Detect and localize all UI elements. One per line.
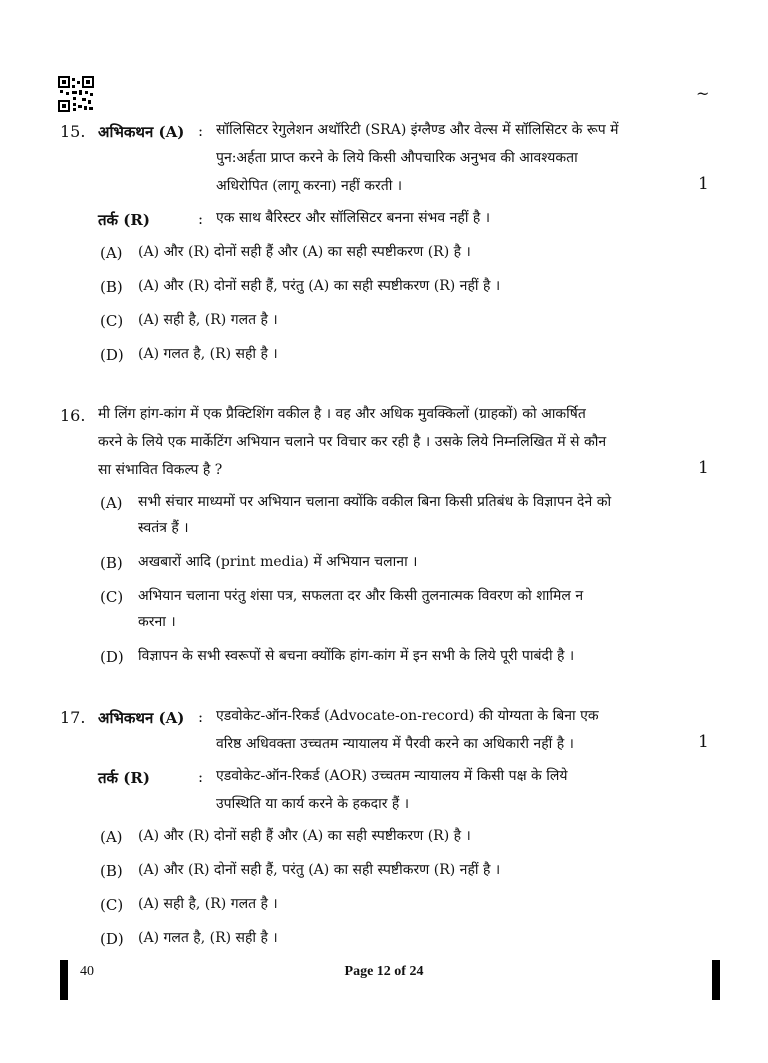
q17-assertion-line-1: एडवोकेट-ऑन-रिकर्ड (Advocate-on-record) की योग्यता के बिना एक: [216, 708, 599, 724]
q17-option-d-text: (A) गलत है, (R) सही है ।: [138, 930, 278, 946]
q17-reason-colon: :: [198, 768, 204, 786]
header-tilde: ~: [696, 84, 710, 103]
q15-option-d-letter: (D): [100, 346, 124, 364]
q17-option-a-text: (A) और (R) दोनों सही हैं और (A) का सही स्पष्टीकरण (R) है ।: [138, 828, 471, 844]
question-paper-code: 40: [80, 964, 94, 979]
q17-option-c-letter: (C): [100, 896, 124, 914]
q17-option-b-letter: (B): [100, 862, 123, 880]
q16-option-a-line-1: सभी संचार माध्यमों पर अभियान चलाना क्योंकि वकील बिना किसी प्रतिबंध के विज्ञापन देने को: [138, 494, 612, 510]
right-margin-bar: [712, 960, 720, 1000]
q15-marks: 1: [698, 174, 709, 194]
q16-option-c-line-1: अभियान चलाना परंतु शंसा पत्र, सफलता दर और किसी तुलनात्मक विवरण को शामिल न: [138, 588, 584, 604]
q16-option-a-line-2: स्वतंत्र हैं ।: [138, 520, 189, 536]
q17-option-a-letter: (A): [100, 828, 123, 846]
q17-assertion-label: अभिकथन (A): [98, 709, 185, 727]
page-number: Page 12 of 24: [344, 964, 424, 979]
q15-option-c-text: (A) सही है, (R) गलत है ।: [138, 312, 278, 328]
q15-option-b-text: (A) और (R) दोनों सही हैं, परंतु (A) का सही स्पष्टीकरण (R) नहीं है ।: [138, 278, 501, 294]
q17-reason-line-2: उपस्थिति या कार्य करने के हकदार हैं ।: [216, 796, 410, 812]
q15-option-a-letter: (A): [100, 244, 123, 262]
q17-option-d-letter: (D): [100, 930, 124, 948]
q15-option-b-letter: (B): [100, 278, 123, 296]
q16-option-d-text: विज्ञापन के सभी स्वरूपों से बचना क्योंकि हांग-कांग में इन सभी के लिये पूरी पाबंदी है ।: [138, 648, 575, 664]
q16-marks: 1: [698, 458, 709, 478]
question-16-number: 16.: [60, 406, 86, 425]
q16-stem-line-2: करने के लिये एक मार्केटिंग अभियान चलाने पर विचार कर रही है । उसके लिये निम्नलिखित में से कौन: [98, 434, 607, 450]
q15-reason-line-1: एक साथ बैरिस्टर और सॉलिसिटर बनना संभव नहीं है ।: [216, 210, 491, 226]
q15-assertion-line-1: सॉलिसिटर रेगुलेशन अथॉरिटी (SRA) इंग्लैण्ड और वेल्स में सॉलिसिटर के रूप में: [216, 122, 619, 138]
q17-assertion-line-2: वरिष्ठ अधिवक्ता उच्चतम न्यायालय में पैरवी करने का अधिकारी नहीं है ।: [216, 736, 574, 752]
q15-option-c-letter: (C): [100, 312, 124, 330]
q15-option-a-text: (A) और (R) दोनों सही हैं और (A) का सही स्पष्टीकरण (R) है ।: [138, 244, 471, 260]
q17-option-c-text: (A) सही है, (R) गलत है ।: [138, 896, 278, 912]
q16-stem-line-1: मी लिंग हांग-कांग में एक प्रैक्टिशिंग वकील है । वह और अधिक मुवक्किलों (ग्राहकों) को आकर्षित: [98, 406, 586, 422]
q15-assertion-line-2: पुन:अर्हता प्राप्त करने के लिये किसी औपचारिक अनुभव की आवश्यकता: [216, 150, 578, 166]
q15-assertion-label: अभिकथन (A): [98, 123, 185, 141]
q16-option-c-line-2: करना ।: [138, 614, 176, 630]
q17-reason-line-1: एडवोकेट-ऑन-रिकर्ड (AOR) उच्चतम न्यायालय में किसी पक्ष के लिये: [216, 768, 568, 784]
question-15-number: 15.: [60, 122, 86, 141]
q15-reason-colon: :: [198, 210, 204, 228]
q15-assertion-line-3: अधिरोपित (लागू करना) नहीं करती ।: [216, 178, 403, 194]
qr-code-icon: [58, 76, 94, 112]
q16-option-a-letter: (A): [100, 494, 123, 512]
q15-assertion-colon: :: [198, 122, 204, 140]
q16-option-b-text: अखबारों आदि (print media) में अभियान चलाना ।: [138, 554, 418, 570]
q15-option-d-text: (A) गलत है, (R) सही है ।: [138, 346, 278, 362]
q16-stem-line-3: सा संभावित विकल्प है ?: [98, 462, 223, 478]
q16-option-c-letter: (C): [100, 588, 124, 606]
q16-option-b-letter: (B): [100, 554, 123, 572]
q17-marks: 1: [698, 732, 709, 752]
q17-reason-label: तर्क (R): [98, 769, 150, 787]
question-17-number: 17.: [60, 708, 86, 727]
q17-option-b-text: (A) और (R) दोनों सही हैं, परंतु (A) का सही स्पष्टीकरण (R) नहीं है ।: [138, 862, 501, 878]
q17-assertion-colon: :: [198, 708, 204, 726]
q16-option-d-letter: (D): [100, 648, 124, 666]
q15-reason-label: तर्क (R): [98, 211, 150, 229]
